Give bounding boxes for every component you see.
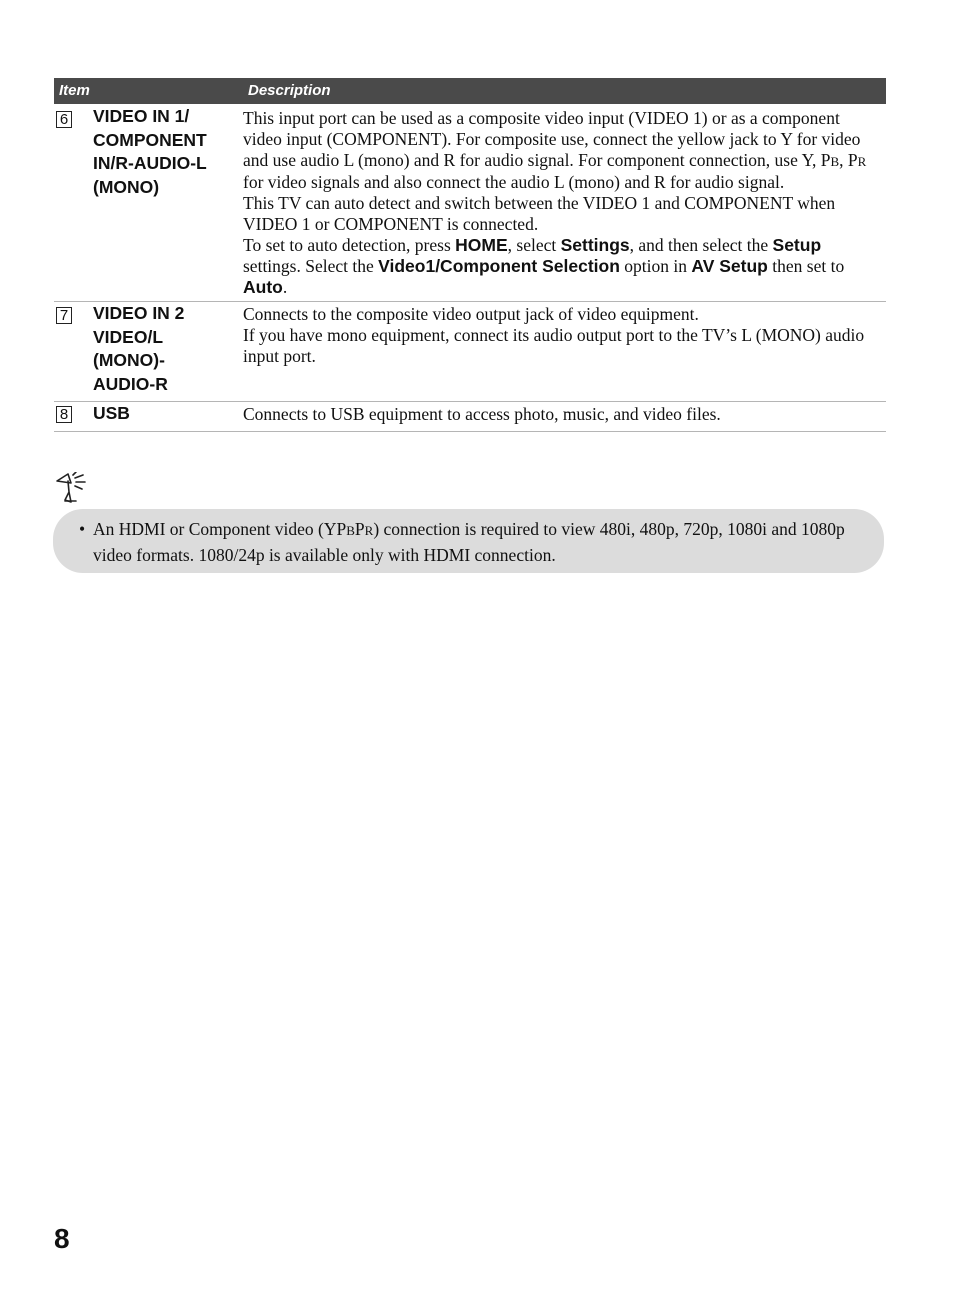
item-label-line: IN/R-AUDIO-L: [93, 153, 207, 173]
text-bold: HOME: [455, 235, 508, 255]
text-bold: Setup: [772, 235, 822, 255]
text: R: [364, 523, 374, 538]
text: To set to auto detection, press: [243, 235, 456, 255]
item-label-line: VIDEO IN 2: [93, 303, 185, 323]
row-description: [243, 108, 883, 298]
text-bold: AV Setup: [691, 256, 768, 276]
description-paragraph: Connects to USB equipment to access photo, music, and video files.: [243, 404, 721, 424]
header-description: Description: [248, 82, 331, 99]
text: , P: [839, 150, 858, 170]
description-paragraph: [243, 235, 883, 298]
text: .: [282, 277, 288, 297]
table-header: [54, 78, 886, 104]
item-label-line: VIDEO IN 1/: [93, 106, 190, 126]
text-bold: Video1/Component Selection: [378, 256, 620, 276]
text: R: [857, 154, 867, 169]
text: B: [346, 523, 355, 538]
text: B: [830, 154, 840, 169]
text-bold: Settings: [560, 235, 630, 255]
row-description: [243, 304, 883, 367]
item-label-line: VIDEO/L: [93, 326, 164, 347]
text: This input port can be used as a composite video input (VIDEO 1) or as a component video input (COMPONENT). For composite use, connect the yellow jack to Y for video and use audio L (mono) and R for audio signal. For component connection, use Y, P: [243, 108, 861, 170]
bullet: •: [79, 519, 86, 539]
text: , select: [507, 235, 561, 255]
description-paragraph: [243, 108, 883, 193]
header-item: Item: [59, 82, 90, 99]
text: An HDMI or Component video (YP: [93, 519, 347, 539]
table-row: [54, 302, 886, 402]
description-paragraph: This TV can auto detect and switch between the VIDEO 1 and COMPONENT when VIDEO 1 or COMPONENT is connected.: [243, 193, 836, 234]
item-label-video-in-2: [93, 302, 238, 396]
text-bold: Auto: [243, 277, 283, 297]
item-number-6: 6: [56, 111, 72, 128]
text: for video signals and also connect the audio L (mono) and R for audio signal.: [243, 172, 785, 192]
item-label-line: (MONO)-: [93, 350, 165, 370]
connections-table: [54, 78, 886, 432]
text: settings. Select the: [243, 256, 379, 276]
item-label-line: (MONO): [93, 176, 160, 197]
table-row: [54, 104, 886, 302]
page-number: 8: [54, 1223, 70, 1254]
description-paragraph: If you have mono equipment, connect its audio output port to the TV’s L (MONO) audio input port.: [243, 325, 865, 366]
hint-note: [53, 509, 884, 573]
item-number-7: 7: [56, 307, 72, 324]
hint-note-text: [79, 517, 853, 568]
row-description: [243, 404, 883, 425]
item-label-line: COMPONENT: [93, 129, 207, 150]
item-label-video-in-1: [93, 105, 238, 199]
text: ) connection is required to view 480i, 480p, 720p, 1080i and 1080p video formats. 1080/24p is available only with HDMI connection.: [93, 519, 845, 565]
item-label-line: AUDIO-R: [93, 373, 168, 394]
description-paragraph: Connects to the composite video output jack of video equipment.: [243, 304, 699, 324]
text: then set to: [767, 256, 845, 276]
text: , and then select the: [629, 235, 773, 255]
item-label-usb: [93, 402, 238, 426]
text: P: [354, 519, 365, 539]
text: option in: [619, 256, 692, 276]
item-label-line: USB: [93, 403, 130, 423]
table-row: [54, 402, 886, 432]
item-number-8: 8: [56, 406, 72, 423]
lamp-icon: [54, 472, 94, 506]
